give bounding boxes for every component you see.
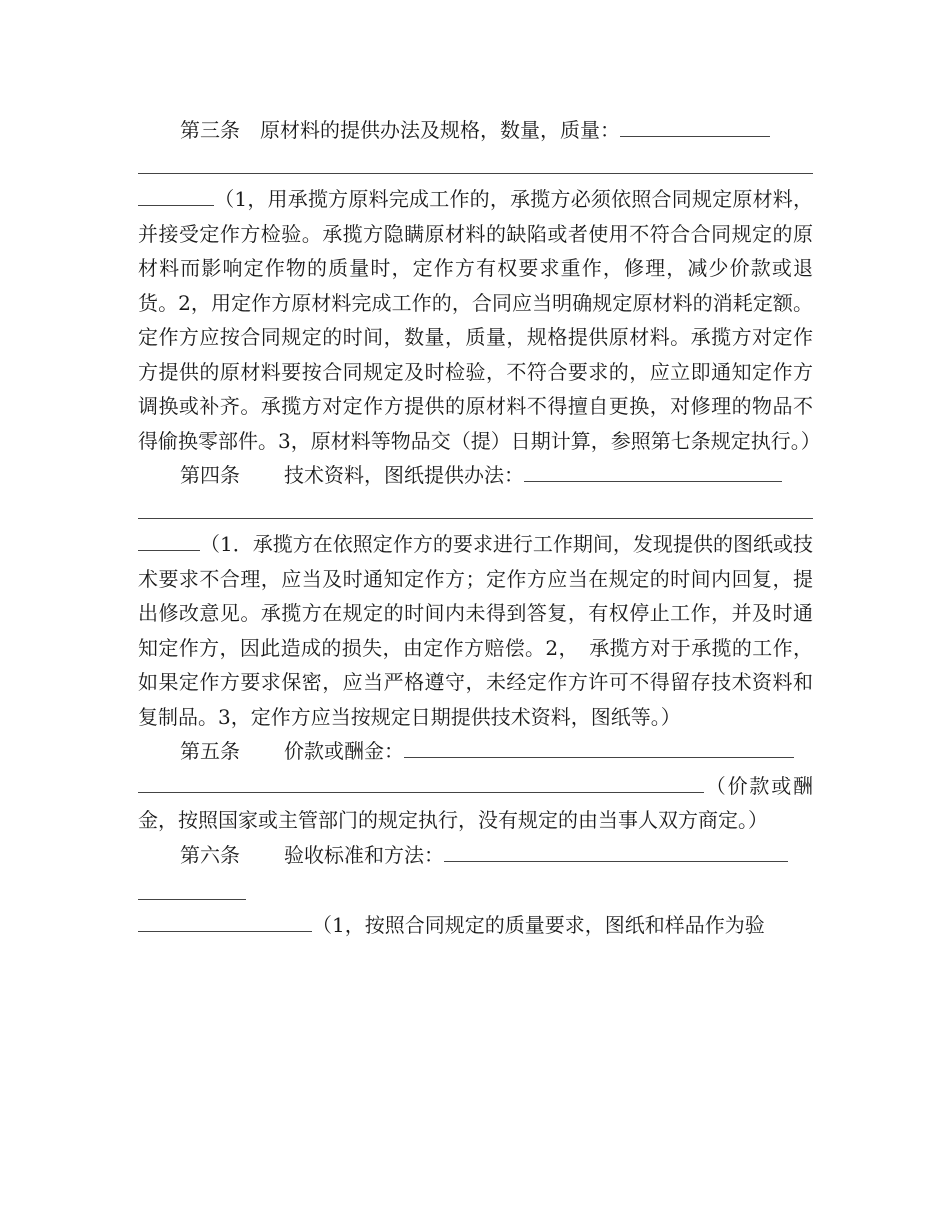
article-3-body: （1，用承揽方原料完成工作的，承揽方必须依照合同规定原材料，并接受定作方检验。承揽方隐瞒原材料的缺陷或者使用不符合合同规定的原材料而影响定作物的质量时，定作方有权要求重作，修理，减少价款或退货。2，用定作方原材料完成工作的，合同应当明确规定原材料的消耗定额。定作方应按合同规定的时间，数量，质量，规格提供原材料。承揽方对定作方提供的原材料要按合同规定及时检验，不符合要求的，应立即通知定作方调换或补齐。承揽方对定作方提供的原材料不得擅自更换，对修理的物品不得偷换零部件。3，原材料等物品交（提）日期计算，参照第七条规定执行。） [138, 187, 821, 453]
article-6-heading-line [138, 838, 813, 873]
article-4-body-blank [138, 549, 200, 551]
article-3-title: 原材料的提供办法及规格，数量，质量： [260, 118, 620, 142]
article-6-title: 验收标准和方法： [284, 842, 444, 867]
article-3-heading-line [138, 113, 813, 148]
article-5-heading: 第五条 [180, 739, 240, 763]
article-6-heading: 第六条 [180, 842, 240, 867]
article-4-heading: 第四条 [180, 463, 240, 487]
article-4-blank [524, 480, 782, 482]
article-6-body-blank [138, 930, 312, 932]
article-5-body: （价款或酬金，按照国家或主管部门的规定执行，没有规定的由当事人双方商定。） [138, 773, 813, 832]
article-4-body: （1．承揽方在依照定作方的要求进行工作期间，发现提供的图纸或技术要求不合理，应当及时通知定作方；定作方应当在规定的时间内回复，提出修改意见。承揽方在规定的时间内未得到答复，有权停止工作，并及时通知定作方，因此造成的损失，由定作方赔偿。2， 承揽方对于承揽的工作，如果定作方要求保密，应当严格遵守，未经定作方许可不得留存技术资料和复制品。3，定作方应当按规定日期提供技术资料，图纸等。） [138, 532, 813, 729]
document-page [138, 113, 821, 943]
article-4-blank-line [138, 493, 813, 528]
article-3-blank [620, 135, 770, 137]
article-5-heading-line [138, 734, 813, 769]
article-3-heading: 第三条 [180, 118, 240, 142]
article-4-title: 技术资料，图纸提供办法： [284, 463, 524, 487]
article-3-blank-line [138, 148, 813, 183]
article-5-blank [404, 756, 794, 758]
article-3-body-blank [138, 204, 214, 206]
article-6-blank [444, 860, 788, 862]
article-5-body-blank [138, 791, 704, 793]
article-5-title: 价款或酬金： [284, 739, 404, 763]
article-6-body: （1，按照合同规定的质量要求，图纸和样品作为验 [138, 908, 813, 943]
article-6-blank-line [138, 872, 813, 908]
article-4-heading-line [138, 458, 813, 493]
